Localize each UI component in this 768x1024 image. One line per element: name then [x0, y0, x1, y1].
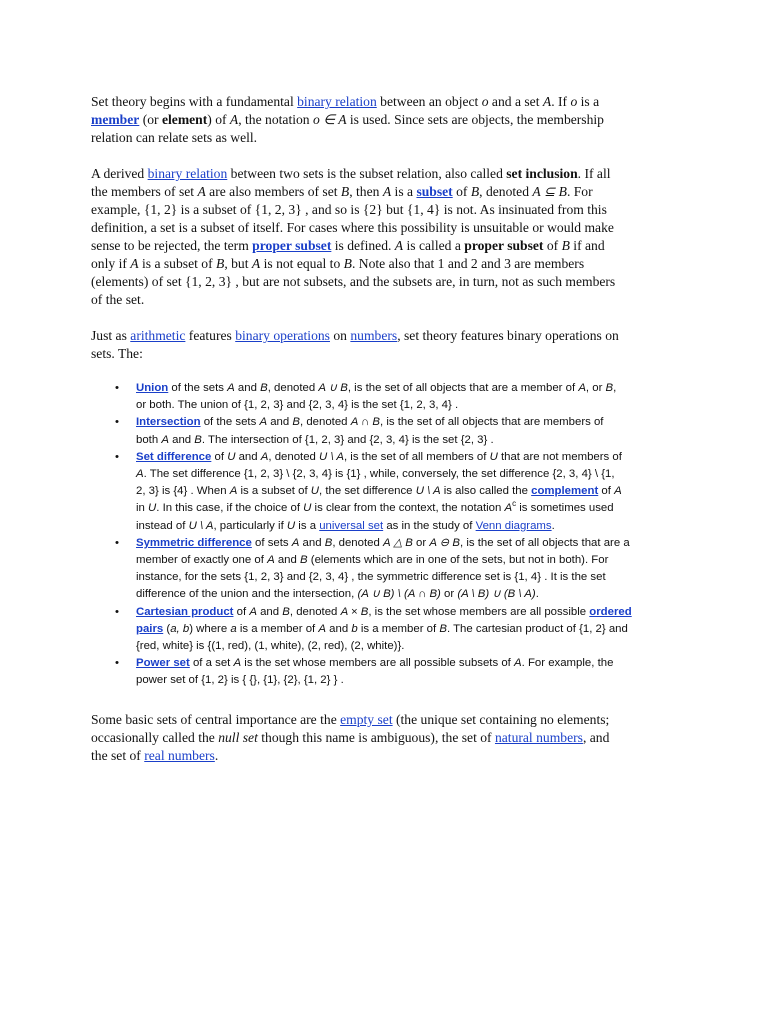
text: , is the set whose members are all possible: [368, 605, 590, 618]
text: of sets: [251, 536, 292, 549]
var: U: [148, 502, 157, 515]
text: is not equal to: [260, 256, 344, 271]
list-item-cartesian-product: [112, 604, 692, 656]
var: A: [504, 502, 513, 515]
text: , then: [349, 184, 383, 199]
text: between two sets is the subset relation, also called: [227, 166, 507, 181]
var: A: [318, 622, 326, 635]
var: A: [260, 450, 269, 463]
text: instead of: [136, 519, 189, 532]
text-line: [136, 655, 692, 672]
text: , the notation: [238, 112, 313, 127]
text-line: [136, 535, 692, 552]
text: and a set: [488, 94, 543, 109]
text: .: [214, 748, 219, 763]
text-line: example, {1, 2} is a subset of {1, 2, 3} , and so is {2} but {1, 4} is not. As insinuated from this: [91, 202, 607, 217]
link-empty-set[interactable]: empty set: [340, 712, 393, 727]
text: in: [136, 502, 149, 515]
text-line: [91, 327, 687, 345]
math-expression: U \ A: [188, 519, 214, 532]
link-proper-subset[interactable]: proper subset: [252, 238, 332, 253]
link-natural-numbers[interactable]: natural numbers: [494, 730, 583, 745]
var: U: [286, 519, 296, 532]
text: ) of: [207, 112, 230, 127]
var: B: [216, 256, 225, 271]
text: is a: [391, 184, 417, 199]
text: , denoted: [268, 450, 320, 463]
text: . The cartesian product of {1, 2} and: [446, 622, 628, 635]
var: B: [300, 554, 308, 567]
text: and: [299, 536, 325, 549]
math-expression: U \ A: [415, 485, 441, 498]
text: difference of the union and the intersection,: [136, 588, 358, 601]
text: both: [136, 433, 162, 446]
text: (elements which are in one of the sets, but not in both). For: [307, 554, 609, 567]
bold-term: set inclusion: [506, 166, 578, 181]
text-line: [91, 711, 687, 729]
text-line: [136, 500, 692, 517]
var: U: [489, 450, 498, 463]
var: A: [394, 238, 404, 253]
var: B: [194, 433, 202, 446]
text: (or: [139, 112, 162, 127]
text: or: [440, 588, 458, 601]
text: . In this case, if the choice of: [156, 502, 304, 515]
text: of: [543, 238, 562, 253]
var: A: [514, 657, 522, 670]
var: B: [470, 184, 480, 199]
text-line: definition, a set is a subset of itself. For cases where this possibility is unsuitable or would make: [91, 220, 614, 235]
text: is sometimes used: [516, 502, 614, 515]
text-line: [136, 380, 692, 397]
link-real-numbers[interactable]: real numbers: [144, 748, 215, 763]
paragraph-basic-sets: [91, 711, 687, 765]
text: . For: [566, 184, 593, 199]
text: occasionally called the: [91, 730, 219, 745]
text: , or: [585, 382, 606, 394]
text: , is the set of all objects that are a: [459, 536, 630, 549]
text: . If: [551, 94, 571, 109]
text: of: [211, 450, 228, 463]
text-line: power set of {1, 2} is { {}, {1}, {2}, {1, 2} } .: [136, 674, 344, 687]
text: of the sets: [168, 382, 228, 394]
text: and: [234, 382, 261, 394]
text: , the set difference: [319, 485, 416, 498]
var: o: [481, 94, 489, 109]
bold-term: proper subset: [464, 238, 544, 253]
text-line: [91, 183, 687, 201]
var: o: [570, 94, 578, 109]
math-expression: A △ B: [382, 536, 413, 549]
bullet-glyph: •: [115, 382, 119, 394]
text-line: [136, 552, 692, 569]
text: is defined.: [331, 238, 395, 253]
text: that are not members of: [497, 450, 622, 463]
text: of: [233, 605, 250, 618]
link-intersection[interactable]: Intersection: [136, 416, 201, 429]
var: A: [161, 433, 169, 446]
math-expression: A ⊆ B: [532, 184, 567, 199]
text: , is the set of all objects that are a member of: [347, 382, 579, 394]
var: A: [229, 112, 239, 127]
var: A: [614, 485, 622, 498]
list-item-symmetric-difference: [112, 535, 692, 604]
text: , set theory features binary operations on: [397, 328, 619, 343]
text-line: {red, white} is {(1, red), (1, white), (2, red), (2, white)}.: [136, 640, 405, 653]
text: is a member of: [236, 622, 319, 635]
text-line: [136, 518, 692, 535]
text: are also members of set: [205, 184, 341, 199]
text: of a set: [189, 657, 234, 670]
text-line: [136, 414, 692, 431]
text-line: [91, 255, 687, 273]
text: . For example, the: [521, 657, 614, 670]
var: A: [251, 256, 261, 271]
text-line: [136, 432, 692, 449]
text: A derived: [91, 166, 148, 181]
text: the set of: [91, 748, 145, 763]
link-union[interactable]: Union: [136, 382, 169, 394]
math-expression: o ∈ A: [313, 112, 347, 127]
text: on: [329, 328, 351, 343]
paragraph-subset: [91, 165, 687, 309]
math-expression: A ∩ B: [350, 416, 380, 429]
math-expression: A × B: [340, 605, 369, 618]
operations-list: [112, 380, 692, 690]
text: (the unique set containing no elements;: [392, 712, 610, 727]
text: is a member of: [357, 622, 440, 635]
text: ) where: [189, 622, 231, 635]
bullet-glyph: •: [115, 605, 119, 618]
text-line: [91, 111, 687, 129]
superscript: c: [512, 499, 517, 509]
text-line: or both. The union of {1, 2, 3} and {2, 3, 4} is the set {1, 2, 3, 4} .: [136, 399, 459, 412]
text: only if: [91, 256, 131, 271]
link-binary-relation[interactable]: binary relation: [297, 94, 377, 109]
text: and: [168, 433, 195, 446]
link-universal-set[interactable]: universal set: [319, 519, 384, 532]
var: U: [303, 502, 312, 515]
text: . The set difference {1, 2, 3} \ {2, 3, 4} is {1} , while, conversely, the set difference {2, 3, 4} \ {1,: [143, 468, 615, 481]
link-set-difference[interactable]: Set difference: [136, 450, 212, 463]
link-member[interactable]: member: [91, 112, 140, 127]
link-complement[interactable]: complement: [531, 485, 599, 498]
text-line: [136, 449, 692, 466]
text: member of exactly one of: [136, 554, 268, 567]
text-line: [91, 165, 687, 183]
text: and: [267, 416, 293, 429]
text: if and: [569, 238, 605, 253]
text-line: [136, 604, 692, 621]
bullet-glyph: •: [115, 450, 119, 463]
text: . Note also that 1 and 2 and 3 are members: [351, 256, 585, 271]
var: b: [351, 622, 358, 635]
list-item-union: [112, 380, 692, 414]
bullet-glyph: •: [115, 416, 119, 429]
var: B: [292, 416, 301, 429]
list-item-power-set: [112, 655, 692, 689]
text: is used. Since sets are objects, the membership: [346, 112, 604, 127]
text: , denoted: [332, 536, 383, 549]
text: and: [256, 605, 283, 618]
text: of the sets: [200, 416, 260, 429]
var: A: [259, 416, 268, 429]
var: A: [136, 468, 144, 481]
text: , particularly if: [213, 519, 287, 532]
text: .: [535, 588, 539, 601]
text: though this name is ambiguous), the set of: [257, 730, 495, 745]
link-subset[interactable]: subset: [416, 184, 453, 199]
text: is a: [295, 519, 320, 532]
var: B: [260, 382, 268, 394]
var: B: [282, 605, 290, 618]
math-expression: A ∪ B: [318, 382, 348, 394]
text: is a subset of: [138, 256, 216, 271]
text-line: sets. The:: [91, 346, 143, 361]
text: sense to be rejected, the term: [91, 238, 253, 253]
text: Just as: [91, 328, 131, 343]
text: of: [452, 184, 471, 199]
text-line: (elements) of set {1, 2, 3} , but are not subsets, and the subsets are, in turn, not as such members: [91, 274, 616, 289]
var: A: [227, 382, 235, 394]
var: B: [605, 382, 614, 394]
var: A: [249, 605, 257, 618]
text-line: [91, 747, 687, 765]
math-expression: (A \ B) ∪ (B \ A): [457, 588, 536, 601]
text: 2, 3} is {4} . When: [136, 485, 230, 498]
var: B: [340, 184, 350, 199]
text: is called a: [403, 238, 465, 253]
var: A: [229, 485, 238, 498]
var: B: [561, 238, 570, 253]
bullet-glyph: •: [115, 657, 119, 670]
text-line: instance, for the sets {1, 2, 3} and {2, 3, 4} , the symmetric difference set is {1, 4} . It is the set: [136, 571, 606, 584]
link-arithmetic[interactable]: arithmetic: [130, 328, 186, 343]
var: B: [439, 622, 447, 635]
text: the members of set: [91, 184, 198, 199]
link-cartesian-product[interactable]: Cartesian product: [136, 605, 234, 618]
text: between an object: [376, 94, 482, 109]
var: B: [343, 256, 352, 271]
text-line: [91, 237, 687, 255]
var: B: [324, 536, 333, 549]
math-expression: U \ A: [319, 450, 344, 463]
text: , is the set of all members of: [343, 450, 490, 463]
bullet-glyph: •: [115, 536, 119, 549]
math-expression: (A ∪ B) \ (A ∩ B): [357, 588, 441, 601]
var: A: [291, 536, 300, 549]
link-venn-diagrams[interactable]: Venn diagrams: [475, 519, 552, 532]
text-line: of the set.: [91, 292, 145, 307]
text: , is the set of all objects that are members of: [379, 416, 604, 429]
paragraph-operations-intro: [91, 327, 687, 363]
math-expression: a, b: [170, 622, 190, 635]
text-line: [136, 621, 692, 638]
link-power-set[interactable]: Power set: [136, 657, 190, 670]
text: is also called the: [440, 485, 532, 498]
text: and: [274, 554, 301, 567]
text: , denoted: [479, 184, 533, 199]
text-line: [91, 93, 687, 111]
math-expression: A ⊖ B: [429, 536, 460, 549]
link-ordered-pairs[interactable]: pairs: [136, 622, 164, 635]
italic-term: null set: [218, 730, 258, 745]
var: A: [578, 382, 586, 394]
text: and: [325, 622, 352, 635]
link-binary-operations[interactable]: binary operations: [235, 328, 330, 343]
var: A: [542, 94, 552, 109]
text: (: [163, 622, 171, 635]
text-line: [136, 466, 692, 483]
var: A: [130, 256, 139, 271]
text: , denoted: [289, 605, 341, 618]
text: as in the study of: [383, 519, 476, 532]
var: a: [230, 622, 237, 635]
var: U: [310, 485, 320, 498]
text: is the set whose members are all possible subsets of: [241, 657, 514, 670]
var: A: [233, 657, 242, 670]
text: features: [185, 328, 236, 343]
bold-term: element: [161, 112, 208, 127]
text: .: [551, 519, 555, 532]
text: Set theory begins with a fundamental: [91, 94, 298, 109]
text: . If all: [577, 166, 611, 181]
paragraph-membership: [91, 93, 687, 147]
link-numbers[interactable]: numbers: [350, 328, 398, 343]
text: or: [412, 536, 430, 549]
text: of: [598, 485, 615, 498]
text-line: [136, 483, 692, 500]
text: , denoted: [267, 382, 319, 394]
text: and: [235, 450, 261, 463]
text: is a: [577, 94, 600, 109]
list-item-set-difference: [112, 449, 692, 535]
text: is clear from the context, the notation: [311, 502, 505, 515]
var: A: [267, 554, 275, 567]
link-symmetric-difference[interactable]: Symmetric difference: [136, 536, 252, 549]
link-ordered-pairs[interactable]: ordered: [589, 605, 632, 618]
text: is a subset of: [237, 485, 311, 498]
text-line: relation can relate sets as well.: [91, 130, 258, 145]
text-line: [136, 586, 692, 603]
text-line: [91, 729, 687, 747]
text: , and: [582, 730, 610, 745]
text: , but: [224, 256, 252, 271]
var: A: [197, 184, 206, 199]
list-item-intersection: [112, 414, 692, 448]
link-binary-relation[interactable]: binary relation: [147, 166, 228, 181]
text: , denoted: [300, 416, 351, 429]
text: Some basic sets of central importance are the: [91, 712, 341, 727]
text: . The intersection of {1, 2, 3} and {2, 3, 4} is the set {2, 3} .: [201, 433, 494, 446]
var: U: [227, 450, 236, 463]
var: A: [382, 184, 392, 199]
text: ,: [613, 382, 617, 394]
